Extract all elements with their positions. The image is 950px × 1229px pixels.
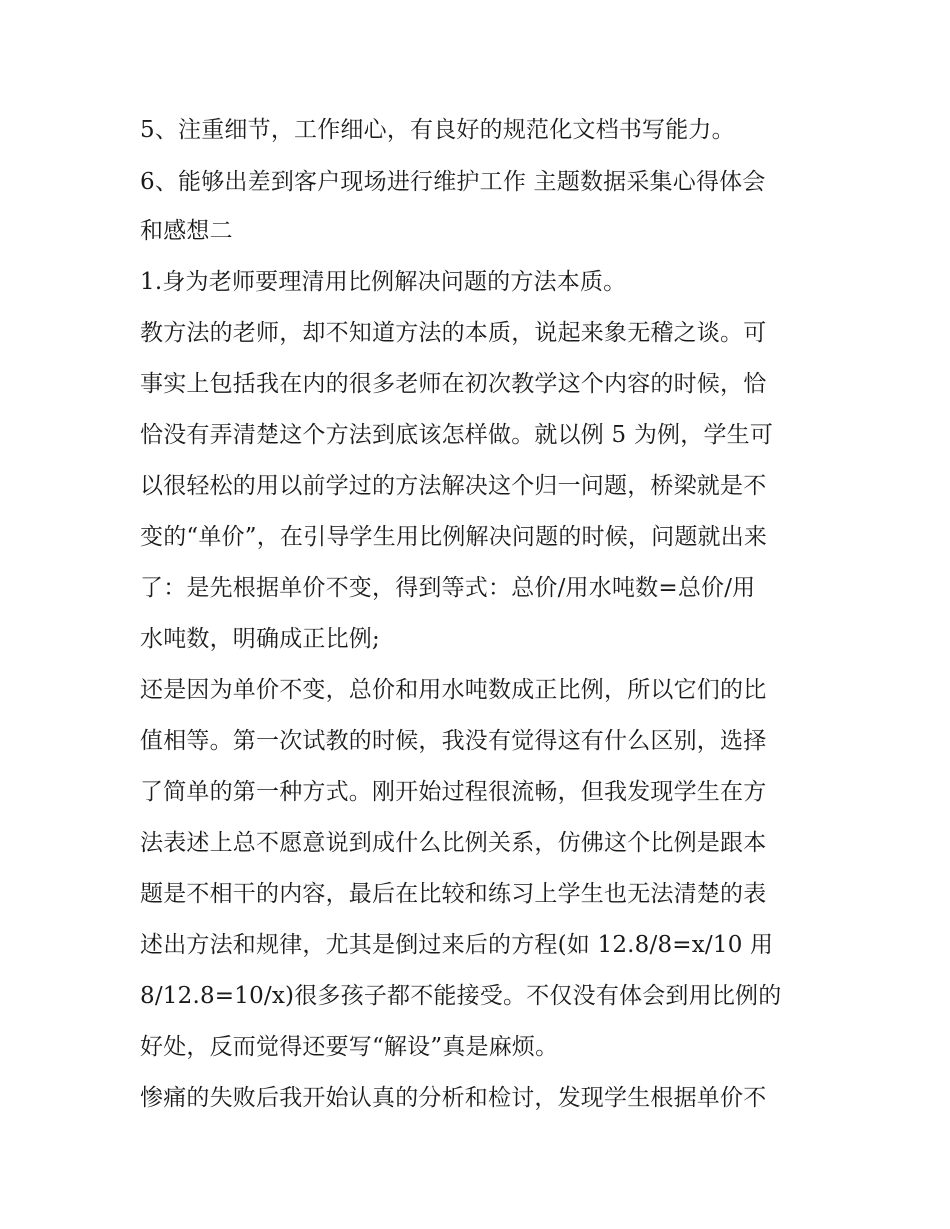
text-line: 了：是先根据单价不变，得到等式：总价/用水吨数=总价/用 xyxy=(140,575,756,601)
text-line: 惨痛的失败后我开始认真的分析和检讨，发现学生根据单价不 xyxy=(140,1085,767,1111)
text-line: 事实上包括我在内的很多老师在初次教学这个内容的时候，恰 xyxy=(140,371,767,397)
text-line: 6、能够出差到客户现场进行维护工作 主题数据采集心得体会 xyxy=(140,169,766,195)
text-line: 8/12.8=10/x)很多孩子都不能接受。不仅没有体会到用比例的 xyxy=(140,983,782,1009)
text-line: 和感想二 xyxy=(140,218,233,244)
text-line: 题是不相干的内容，最后在比较和练习上学生也无法清楚的表 xyxy=(140,881,767,907)
text-line: 法表述上总不愿意说到成什么比例关系，仿佛这个比例是跟本 xyxy=(140,830,767,856)
text-line: 值相等。第一次试教的时候，我没有觉得这有什么区别，选择 xyxy=(140,728,767,754)
text-line: 水吨数，明确成正比例; xyxy=(140,626,380,652)
text-line: 变的“单价”，在引导学生用比例解决问题的时候，问题就出来 xyxy=(140,524,768,550)
text-line: 1.身为老师要理清用比例解决问题的方法本质。 xyxy=(140,269,627,295)
text-line: 以很轻松的用以前学过的方法解决这个归一问题，桥梁就是不 xyxy=(140,473,767,499)
text-line: 教方法的老师，却不知道方法的本质，说起来象无稽之谈。可 xyxy=(140,320,767,346)
text-line: 述出方法和规律，尤其是倒过来后的方程(如 12.8/8=x/10 用 xyxy=(140,932,774,958)
text-line: 了简单的第一种方式。刚开始过程很流畅，但我发现学生在方 xyxy=(140,779,767,805)
text-line: 5、注重细节，工作细心，有良好的规范化文档书写能力。 xyxy=(140,117,735,143)
text-line: 还是因为单价不变，总价和用水吨数成正比例，所以它们的比 xyxy=(140,677,767,703)
text-line: 恰没有弄清楚这个方法到底该怎样做。就以例 5 为例，学生可 xyxy=(140,422,774,448)
text-line: 好处，反而觉得还要写“解设”真是麻烦。 xyxy=(140,1034,559,1060)
